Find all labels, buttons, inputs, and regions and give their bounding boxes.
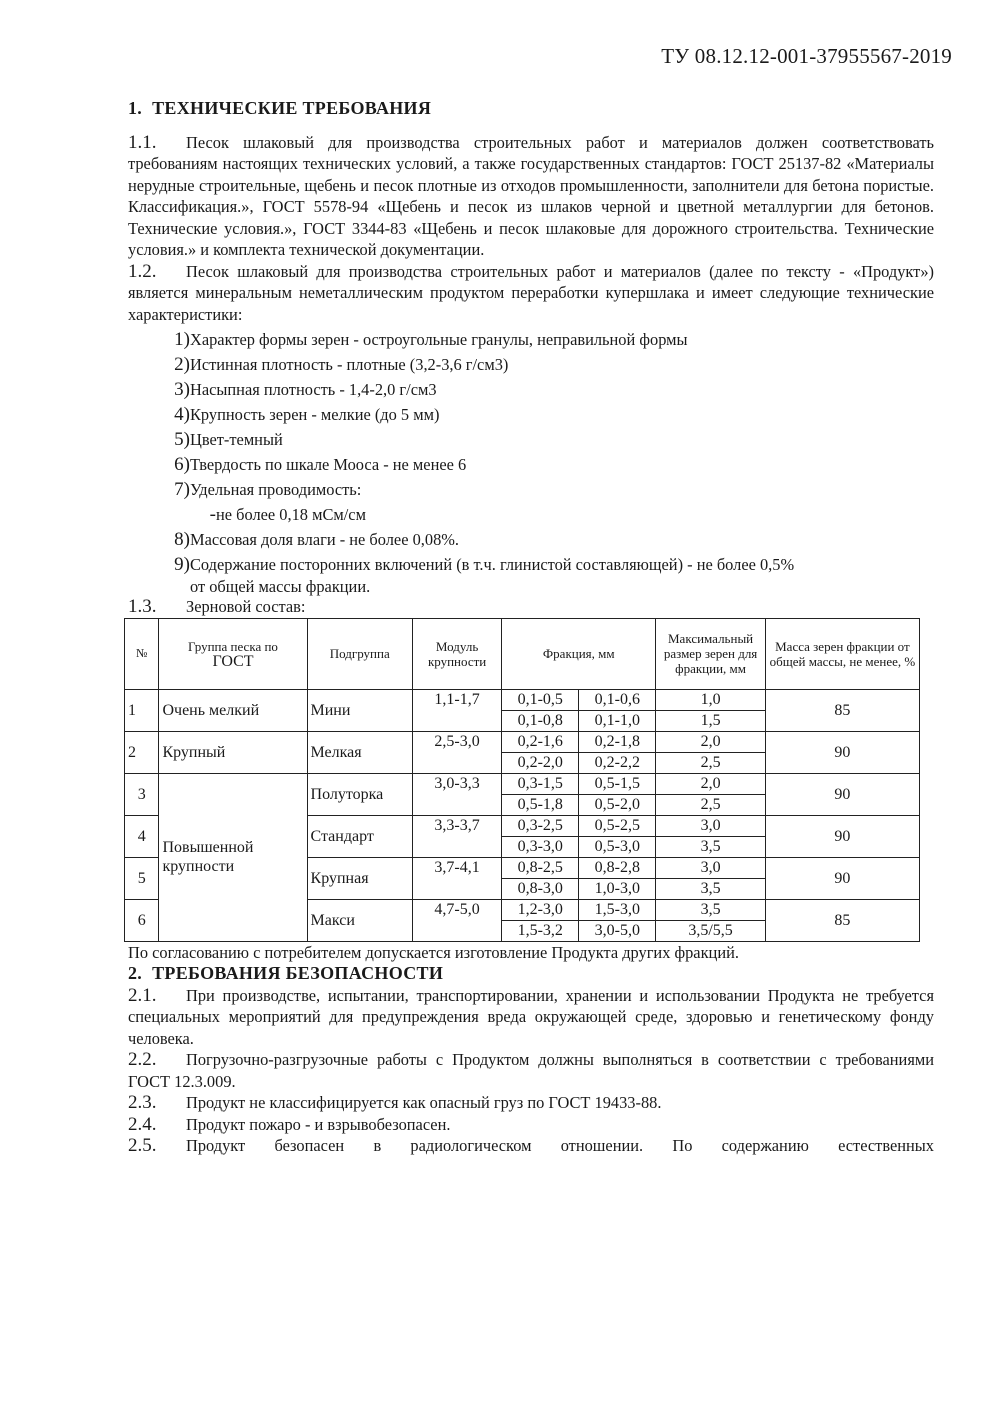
table-row: 5 Крупная 3,7-4,1 0,8-2,5 0,8-2,8 3,0 90 — [125, 857, 920, 878]
list-item: 2) Истинная плотность - плотные (3,2-3,6 г/см3) — [174, 354, 509, 375]
list-subitem: - не более 0,18 мСм/см — [209, 504, 366, 525]
paragraph-2-2: 2.2. Погрузочно-разгрузочные работы с Продуктом должны выполняться в соответствии с требованиями ГОСТ 12.3.009. — [128, 1049, 934, 1091]
col-header-maxsize: Максимальный размер зерен для фракции, мм — [656, 618, 766, 689]
table-note: По согласованию с потребителем допускается изготовление Продукта других фракций. — [128, 942, 739, 962]
list-item: 6) Твердость по шкале Мооса - не менее 6 — [174, 454, 467, 475]
table-row: 1,5-3,2 3,0-5,0 3,5/5,5 — [125, 920, 920, 941]
table-row: 0,1-0,8 0,1-1,0 1,5 — [125, 710, 920, 731]
document-body — [128, 98, 934, 1157]
paragraph-2-3: 2.3. Продукт не классифицируется как опасный груз по ГОСТ 19433-88. — [128, 1092, 662, 1113]
list-item: 3) Насыпная плотность - 1,4-2,0 г/см3 — [174, 379, 437, 400]
paragraph-1-3: 1.3. Зерновой состав: — [128, 596, 306, 617]
list-item: 1) Характер формы зерен - остроугольные гранулы, неправильной формы — [174, 329, 688, 350]
section-2-heading: 2. ТРЕБОВАНИЯ БЕЗОПАСНОСТИ — [128, 963, 444, 983]
col-header-fraction: Фракция, мм — [502, 618, 656, 689]
document-code: ТУ 08.12.12-001-37955567-2019 — [661, 44, 952, 68]
list-item: 9) Содержание посторонних включений (в т.ч. глинистой составляющей) - не более 0,5% от общей массы фракции. — [174, 554, 795, 596]
list-item: 4) Крупность зерен - мелкие (до 5 мм) — [174, 404, 440, 425]
table-row: 0,3-3,0 0,5-3,0 3,5 — [125, 836, 920, 857]
table-row: 0,8-3,0 1,0-3,0 3,5 — [125, 878, 920, 899]
col-header-modulus: Модуль крупности — [412, 618, 501, 689]
col-header-group: Группа песка по ГОСТ — [159, 618, 307, 689]
table-row: 1 Очень мелкий Мини 1,1-1,7 0,1-0,5 0,1-0,6 1,0 85 — [125, 689, 920, 710]
paragraph-2-5: 2.5. Продукт безопасен в радиологическом отношении. По содержанию естественных — [128, 1135, 934, 1156]
paragraph-2-4: 2.4. Продукт пожаро - и взрывобезопасен. — [128, 1113, 451, 1135]
table-row: 0,2-2,0 0,2-2,2 2,5 — [125, 752, 920, 773]
table-row: 3 Повышенной крупности Полуторка 3,0-3,3 0,3-1,5 0,5-1,5 2,0 90 — [125, 773, 920, 794]
paragraph-2-1: 2.1. При производстве, испытании, транспортировании, хранении и использовании Продукта не требуется специальных мероприятий для предупреждения вреда окружающей среде, здоровью и генетическому фонду человека. — [128, 984, 934, 1048]
grain-composition-table — [124, 618, 920, 942]
properties-list — [128, 327, 934, 596]
col-header-no: № — [125, 618, 159, 689]
list-item: 7) Удельная проводимость: — [174, 479, 362, 500]
table-row: 2 Крупный Мелкая 2,5-3,0 0,2-1,6 0,2-1,8 2,0 90 — [125, 731, 920, 752]
paragraph-1-1: 1.1. Песок шлаковый для производства строительных работ и материалов должен соответствовать требованиям настоящих технических условий, а также государственных стандартов: ГОСТ 25137-82 «Материалы нерудные строительные, щебень и песок плотные из отходов промышленности, заполнители для бетона пористые. Классификация.», ГОСТ 5578-94 «Щебень и песок из шлаков черной и цветной металлургии для бетонов. Технические условия.», ГОСТ 3344-83 «Щебень и песок шлаковые для дорожного строительства. Технические условия.» и комплекта технической документации. — [128, 131, 934, 259]
table-row: 4 Стандарт 3,3-3,7 0,3-2,5 0,5-2,5 3,0 90 — [125, 815, 920, 836]
table-row: 0,5-1,8 0,5-2,0 2,5 — [125, 794, 920, 815]
section-1-heading: 1. ТЕХНИЧЕСКИЕ ТРЕБОВАНИЯ — [128, 98, 432, 118]
table-header-row — [125, 618, 920, 689]
col-header-mass: Масса зерен фракции от общей массы, не менее, % — [765, 618, 919, 689]
merged-group-cell: Повышенной крупности — [159, 773, 307, 941]
paragraph-1-2: 1.2. Песок шлаковый для производства строительных работ и материалов (далее по тексту - «Продукт») является минеральным неметаллическим продуктом переработки купершлака и имеет следующие технические характеристики: — [128, 260, 934, 324]
list-item: 8) Массовая доля влаги - не более 0,08%. — [174, 529, 460, 550]
table-row: 6 Макси 4,7-5,0 1,2-3,0 1,5-3,0 3,5 85 — [125, 899, 920, 920]
list-item: 5) Цвет-темный — [174, 429, 283, 450]
col-header-subgroup: Подгруппа — [307, 618, 412, 689]
